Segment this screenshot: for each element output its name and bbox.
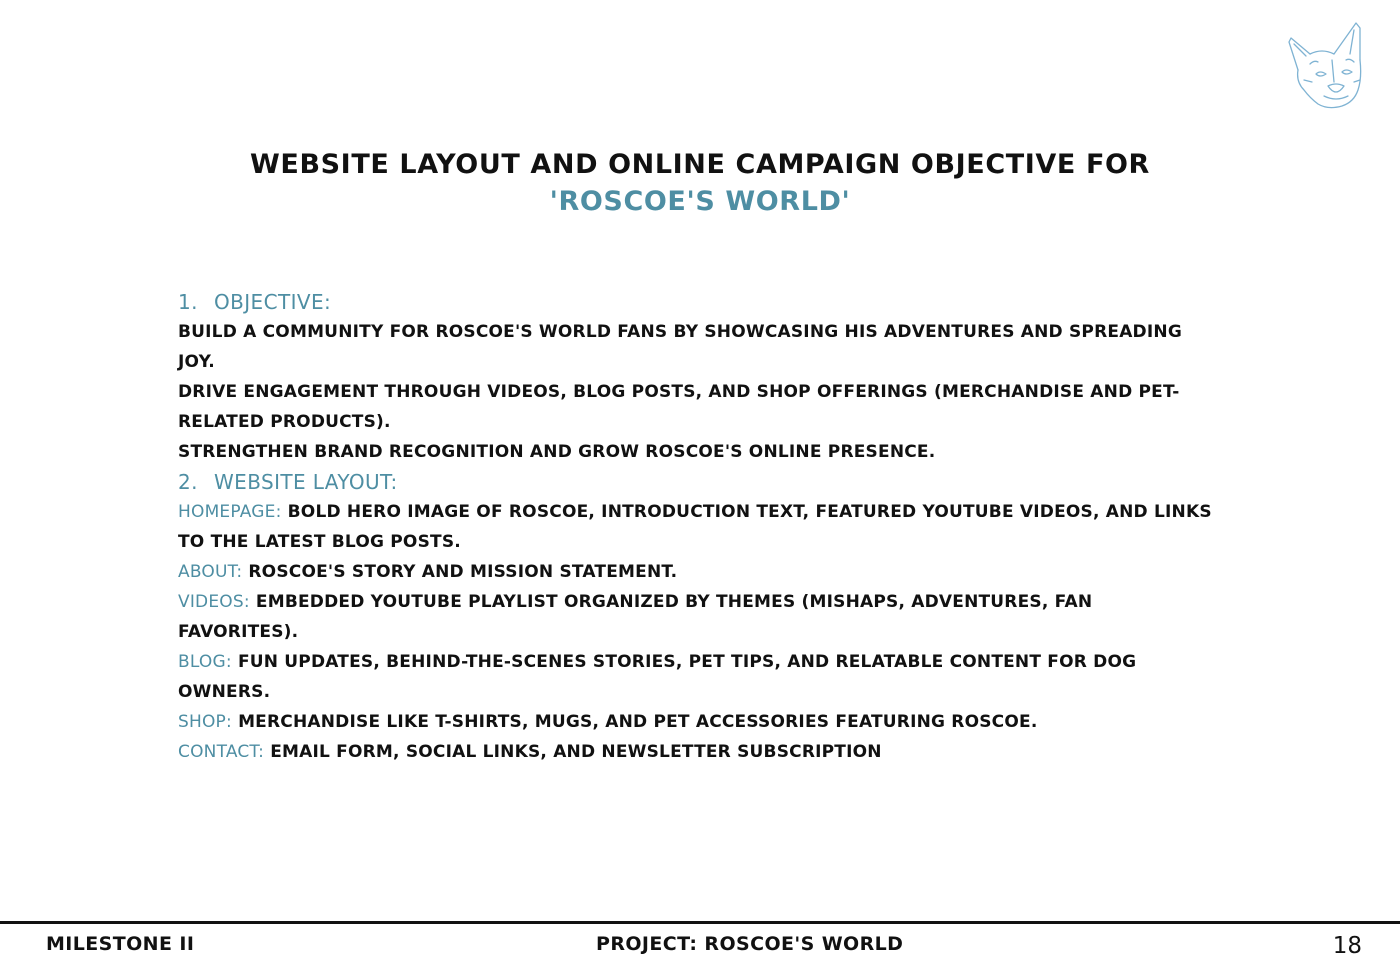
layout-item-text: FUN UPDATES, BEHIND-THE-SCENES STORIES, PET TIPS, AND RELATABLE CONTENT FOR DOG OWNERS.: [178, 652, 1137, 702]
footer-milestone: MILESTONE II: [46, 933, 195, 955]
objective-line: STRENGTHEN BRAND RECOGNITION AND GROW ROSCOE'S ONLINE PRESENCE.: [178, 442, 936, 462]
section-number: 2.: [178, 470, 198, 494]
layout-item-text: MERCHANDISE LIKE T-SHIRTS, MUGS, AND PET ACCESSORIES FEATURING ROSCOE.: [238, 712, 1038, 732]
layout-item-label: VIDEOS:: [178, 592, 250, 612]
title-line-2: 'ROSCOE'S WORLD': [549, 186, 851, 217]
layout-item-videos: [178, 587, 1218, 647]
layout-item-label: CONTACT:: [178, 742, 265, 762]
layout-item-label: ABOUT:: [178, 562, 243, 582]
layout-item-shop: [178, 707, 1218, 737]
objective-line: BUILD A COMMUNITY FOR ROSCOE'S WORLD FANS BY SHOWCASING HIS ADVENTURES AND SPREADING JOY.: [178, 322, 1182, 372]
dog-head-icon: [1284, 20, 1366, 110]
layout-item-label: HOMEPAGE:: [178, 502, 282, 522]
layout-item-about: [178, 557, 1218, 587]
logo: [1284, 20, 1366, 110]
layout-item-text: ROSCOE'S STORY AND MISSION STATEMENT.: [248, 562, 678, 582]
layout-item-label: BLOG:: [178, 652, 232, 672]
section-heading-objective: [178, 287, 1218, 317]
layout-item-homepage: [178, 497, 1218, 557]
section-title: WEBSITE LAYOUT:: [214, 470, 398, 494]
objective-line: DRIVE ENGAGEMENT THROUGH VIDEOS, BLOG POSTS, AND SHOP OFFERINGS (MERCHANDISE AND PET-RELATED PRODUCTS).: [178, 382, 1180, 432]
layout-item-contact: [178, 737, 1218, 767]
page-title: [0, 146, 1400, 220]
section-number: 1.: [178, 290, 198, 314]
footer-project-title: PROJECT: ROSCOE'S WORLD: [596, 933, 904, 955]
layout-item-blog: [178, 647, 1218, 707]
layout-item-text: BOLD HERO IMAGE OF ROSCOE, INTRODUCTION TEXT, FEATURED YOUTUBE VIDEOS, AND LINKS TO THE LATEST BLOG POSTS.: [178, 502, 1212, 552]
section-title: OBJECTIVE:: [214, 290, 332, 314]
content-body: [178, 287, 1218, 767]
title-line-1: WEBSITE LAYOUT AND ONLINE CAMPAIGN OBJECTIVE FOR: [250, 149, 1150, 180]
page-number: 18: [1332, 933, 1362, 959]
layout-item-text: EMBEDDED YOUTUBE PLAYLIST ORGANIZED BY THEMES (MISHAPS, ADVENTURES, FAN FAVORITES).: [178, 592, 1093, 642]
section-heading-website-layout: [178, 467, 1218, 497]
layout-item-text: EMAIL FORM, SOCIAL LINKS, AND NEWSLETTER SUBSCRIPTION: [270, 742, 882, 762]
footer-divider: [0, 921, 1400, 924]
layout-item-label: SHOP:: [178, 712, 232, 732]
